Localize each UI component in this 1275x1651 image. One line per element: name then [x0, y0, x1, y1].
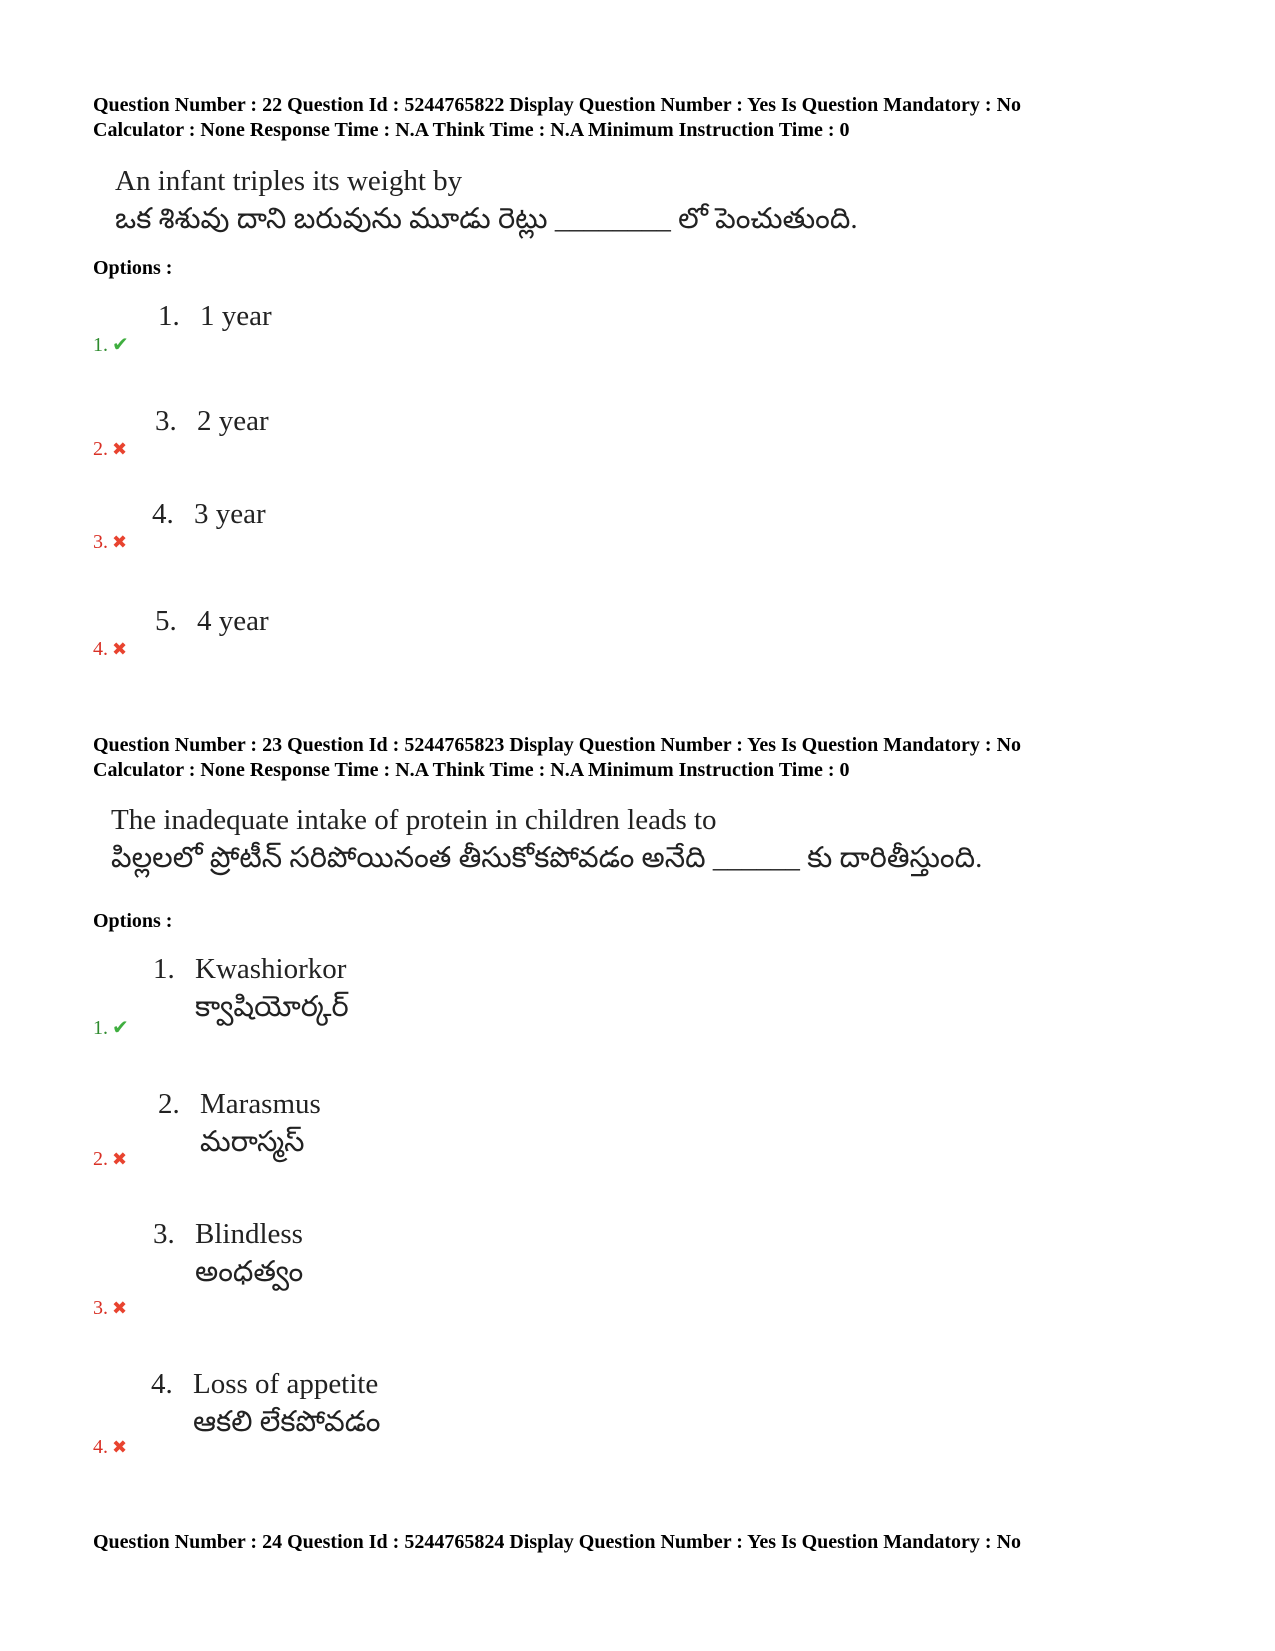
option-label: Blindless — [195, 1218, 303, 1250]
option-number: 5. — [155, 605, 177, 637]
check-icon: ✔ — [112, 334, 129, 356]
option-index: 3. — [93, 531, 108, 553]
option-mark — [93, 530, 127, 554]
option-label: Marasmus — [200, 1088, 321, 1120]
option-index: 3. — [93, 1297, 108, 1319]
question-meta-line: Question Number : 24 Question Id : 5244765824 Display Question Number : Yes Is Question Mandatory : No — [93, 1531, 1022, 1553]
option-mark — [93, 1016, 129, 1040]
option-text — [155, 602, 269, 640]
option-text — [151, 1365, 380, 1441]
option-text — [153, 1215, 303, 1291]
option-text — [153, 950, 349, 1026]
question-text-te: పిల్లలలో ప్రోటీన్ సరిపోయినంత తీసుకోకపోవడం అనేది ______ కు దారితీస్తుంది. — [111, 842, 983, 874]
cross-icon: ✖ — [112, 639, 128, 659]
cross-icon: ✖ — [112, 532, 128, 552]
question-meta-line: Question Number : 22 Question Id : 5244765822 Display Question Number : Yes Is Question Mandatory : No — [93, 94, 1022, 116]
option-label: 3 year — [194, 498, 266, 530]
question-22-meta — [93, 93, 1021, 143]
option-number: 4. — [151, 1368, 173, 1400]
option-mark — [93, 333, 129, 357]
check-icon: ✔ — [112, 1017, 129, 1039]
option-label: 4 year — [197, 605, 269, 637]
option-number: 4. — [152, 498, 174, 530]
option-index: 2. — [93, 1148, 108, 1170]
question-meta-line: Calculator : None Response Time : N.A Think Time : N.A Minimum Instruction Time : 0 — [93, 759, 850, 781]
option-label-te: క్వాషియోర్కర్ — [195, 991, 349, 1023]
option-number: 1. — [153, 953, 175, 985]
cross-icon: ✖ — [112, 439, 128, 459]
option-label: 1 year — [200, 300, 272, 332]
option-label-te: అంధత్వం — [195, 1256, 304, 1288]
cross-icon: ✖ — [112, 1149, 128, 1169]
question-text-en: An infant triples its weight by — [115, 165, 463, 197]
option-label: Kwashiorkor — [195, 953, 347, 985]
cross-icon: ✖ — [112, 1437, 128, 1457]
option-number: 1. — [158, 300, 180, 332]
options-label: Options : — [93, 257, 173, 279]
option-label: 2 year — [197, 405, 269, 437]
question-text-te: ఒక శిశువు దాని బరువును మూడు రెట్లు ________ లో పెంచుతుంది. — [115, 203, 858, 235]
question-meta-line: Question Number : 23 Question Id : 5244765823 Display Question Number : Yes Is Question Mandatory : No — [93, 734, 1022, 756]
option-index: 1. — [93, 1017, 108, 1039]
option-index: 4. — [93, 638, 108, 660]
option-number: 3. — [155, 405, 177, 437]
option-mark — [93, 1435, 127, 1459]
question-22-text — [115, 162, 858, 238]
question-meta-line: Calculator : None Response Time : N.A Think Time : N.A Minimum Instruction Time : 0 — [93, 119, 850, 141]
option-text — [152, 495, 266, 533]
option-number: 2. — [158, 1088, 180, 1120]
options-label: Options : — [93, 910, 173, 932]
option-mark — [93, 637, 127, 661]
option-text — [158, 1085, 321, 1161]
option-label: Loss of appetite — [193, 1368, 379, 1400]
option-mark — [93, 437, 127, 461]
option-mark — [93, 1147, 127, 1171]
option-number: 3. — [153, 1218, 175, 1250]
option-index: 4. — [93, 1436, 108, 1458]
option-mark — [93, 1296, 127, 1320]
question-24-meta — [93, 1530, 1021, 1555]
question-text-en: The inadequate intake of protein in children leads to — [111, 804, 717, 836]
option-index: 2. — [93, 438, 108, 460]
question-23-meta — [93, 733, 1021, 783]
option-label-te: ఆకలి లేకపోవడం — [193, 1406, 381, 1438]
option-text — [158, 297, 272, 335]
cross-icon: ✖ — [112, 1298, 128, 1318]
option-label-te: మరాస్మస్ — [200, 1126, 305, 1158]
question-23-text — [111, 801, 982, 877]
option-index: 1. — [93, 334, 108, 356]
option-text — [155, 402, 269, 440]
